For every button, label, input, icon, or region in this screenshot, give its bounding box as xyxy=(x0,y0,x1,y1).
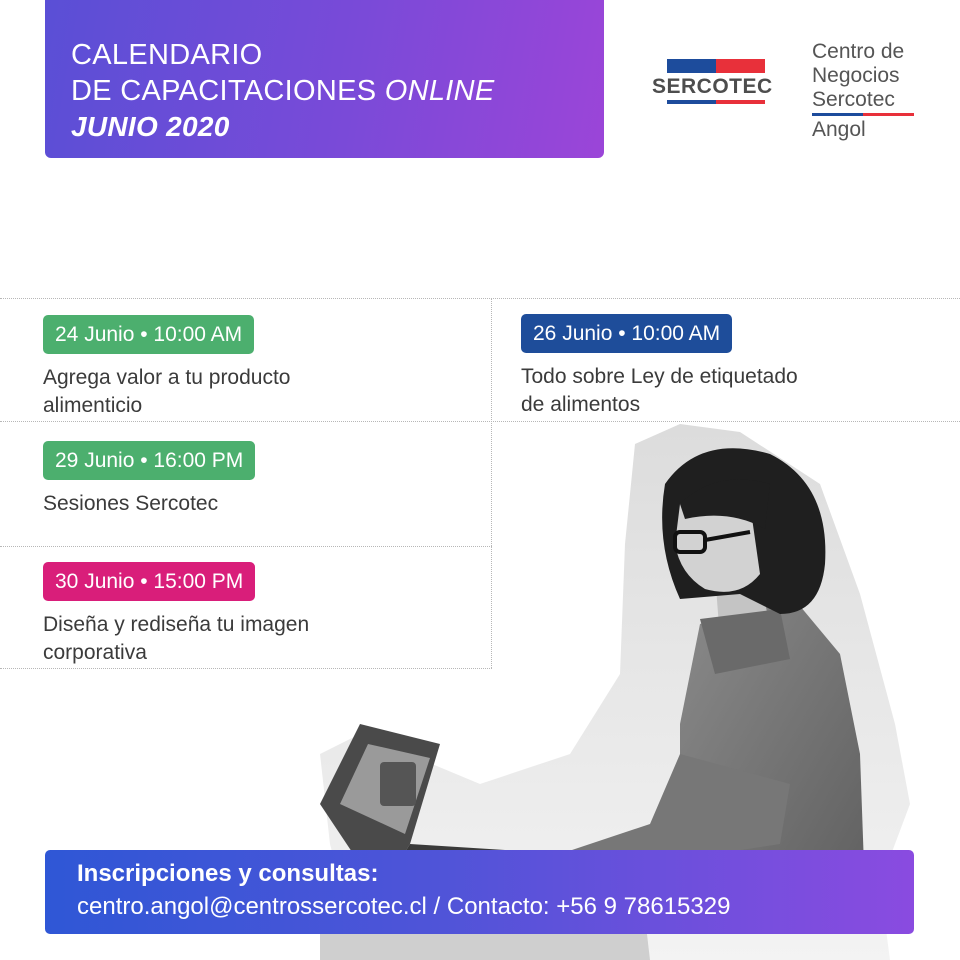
event-item xyxy=(43,315,291,420)
event-title xyxy=(43,611,309,667)
grid-divider xyxy=(0,298,960,299)
event-title-line: Todo sobre Ley de etiquetado xyxy=(521,365,798,388)
title-line-2-prefix: DE CAPACITACIONES xyxy=(71,75,385,107)
event-title-line: corporativa xyxy=(43,641,147,664)
event-item xyxy=(43,441,255,518)
event-title xyxy=(43,364,291,420)
event-title xyxy=(521,363,798,419)
flag-icon xyxy=(667,59,765,73)
grid-divider xyxy=(0,421,960,422)
event-date-badge: 26 Junio • 10:00 AM xyxy=(521,314,732,353)
logo-line: Angol xyxy=(812,118,866,141)
event-item xyxy=(43,562,309,667)
sercotec-logo xyxy=(652,59,773,109)
title-banner xyxy=(45,0,604,158)
event-date-badge: 29 Junio • 16:00 PM xyxy=(43,441,255,480)
event-title-line: Sesiones Sercotec xyxy=(43,492,219,515)
contact-heading: Inscripciones y consultas: xyxy=(77,860,379,887)
event-date-badge: 24 Junio • 10:00 AM xyxy=(43,315,254,354)
event-item xyxy=(521,314,798,419)
event-title-line: Diseña y rediseña tu imagen xyxy=(43,613,310,636)
flag-underline xyxy=(667,100,765,104)
sercotec-wordmark: SERCOTEC xyxy=(652,75,773,98)
centro-negocios-logo xyxy=(812,40,932,142)
contact-details[interactable]: centro.angol@centrossercotec.cl / Contacto: +56 9 78615329 xyxy=(77,893,731,920)
logo-line: Negocios xyxy=(812,64,900,87)
title-line-2-italic: ONLINE xyxy=(384,75,495,107)
event-title-line: alimenticio xyxy=(43,394,143,417)
title-month: JUNIO 2020 xyxy=(71,111,230,142)
logo-line: Centro de xyxy=(812,40,905,63)
event-title xyxy=(43,490,255,518)
title-line-2 xyxy=(71,73,604,109)
contact-banner xyxy=(45,850,914,934)
event-date-badge: 30 Junio • 15:00 PM xyxy=(43,562,255,601)
logo-divider xyxy=(812,113,914,116)
event-title-line: Agrega valor a tu producto xyxy=(43,366,291,389)
event-title-line: de alimentos xyxy=(521,393,641,416)
title-line-1: CALENDARIO xyxy=(71,39,263,71)
logo-line: Sercotec xyxy=(812,88,895,111)
